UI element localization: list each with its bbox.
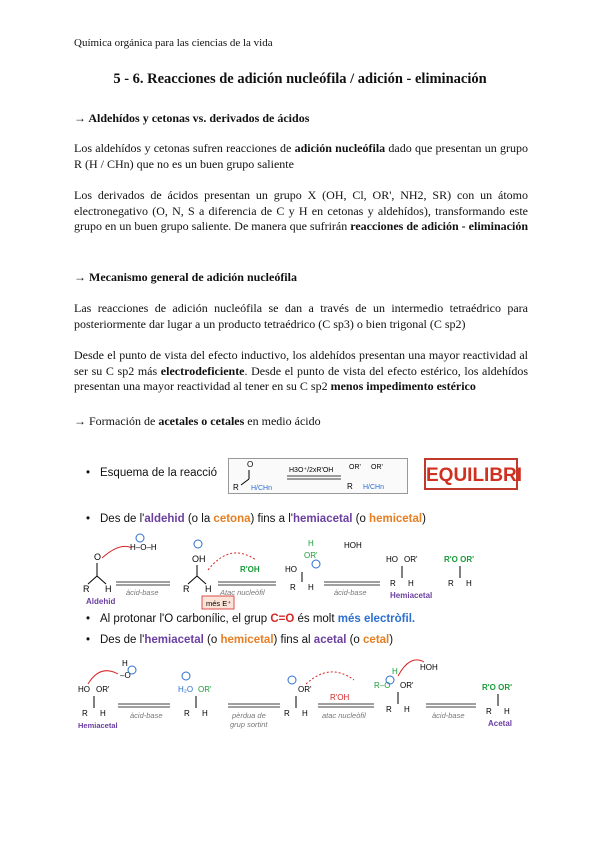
label-atac: atac nucleòfil bbox=[322, 711, 366, 720]
paragraph-addition bbox=[74, 141, 528, 172]
bullet-dot: • bbox=[86, 613, 91, 625]
text: (o bbox=[203, 634, 221, 646]
slide-bullet-scheme bbox=[86, 467, 217, 479]
atom-r-o: R–O bbox=[374, 681, 391, 690]
bond bbox=[188, 576, 197, 584]
mechanism-row-1 bbox=[80, 532, 520, 612]
paragraph-acid-derivatives bbox=[74, 188, 528, 235]
text: ) fins al bbox=[273, 634, 314, 646]
label-perdua: pèrdua de bbox=[232, 711, 266, 720]
atom-h: H bbox=[202, 709, 208, 718]
scheme-r: R bbox=[233, 483, 239, 492]
atom-r: R bbox=[448, 579, 454, 588]
curved-arrow bbox=[306, 672, 354, 684]
paragraph-reactivity bbox=[74, 348, 528, 395]
label-acid-base: àcid-base bbox=[334, 588, 367, 597]
scheme-carbonyl-o: O bbox=[247, 460, 254, 469]
bullet-dot: • bbox=[86, 467, 91, 479]
atom-r: R bbox=[184, 709, 190, 718]
atom-h: H bbox=[466, 579, 472, 588]
bullet-dot: • bbox=[86, 513, 91, 525]
label-aldehid: Aldehid bbox=[86, 597, 116, 606]
bond bbox=[197, 576, 206, 584]
label-rOH: R'OH bbox=[240, 565, 260, 574]
atom-o: –O bbox=[120, 671, 131, 680]
atom-r: R bbox=[486, 707, 492, 716]
text: → Formación de bbox=[74, 414, 159, 428]
atom-product: R'O OR' bbox=[482, 683, 513, 692]
scheme-product-or2: OR' bbox=[371, 464, 383, 471]
label-acetal: Acetal bbox=[488, 719, 513, 728]
plus-charge-icon bbox=[288, 676, 296, 684]
aldehyde-o: O bbox=[94, 552, 102, 562]
label-acid-base: àcid-base bbox=[432, 711, 465, 720]
atom-h: H bbox=[105, 584, 112, 594]
bullet-dot: • bbox=[86, 634, 91, 646]
slide-bullet-aldehyde-to-hemiacetal bbox=[86, 513, 426, 525]
section-heading-aldehydes: → Aldehídos y cetonas vs. derivados de ácidos bbox=[74, 111, 310, 125]
atom-or: OR' bbox=[400, 681, 414, 690]
atom-h: H bbox=[392, 667, 398, 676]
text: (o la bbox=[184, 513, 214, 525]
reaction-scheme-box bbox=[228, 458, 408, 494]
term-c-o: C=O bbox=[270, 613, 295, 625]
atom-or: OR' bbox=[304, 551, 318, 560]
section-heading-acetals bbox=[74, 414, 321, 429]
label-hoh: HOH bbox=[344, 541, 362, 550]
mechanism-row-2 bbox=[74, 650, 524, 740]
atom-r: R bbox=[183, 584, 190, 594]
atom-h: H bbox=[302, 709, 308, 718]
bold-term: reacciones de adición - eliminación bbox=[350, 219, 529, 233]
text: Los derivados de ácidos presentan un grupo X (OH, Cl, OR', NH2, SR) con un átomo electronegativo (O, N, S a diferencia de C y H en cetonas y aldehídos), transformando este grupo en un buen grupo saliente. De manera que sufrirán bbox=[74, 188, 528, 233]
term-hemiacetal: hemiacetal bbox=[292, 513, 353, 525]
atom-r: R bbox=[284, 709, 290, 718]
term-aldehid: aldehid bbox=[144, 513, 185, 525]
text: . Desde el punto de vista del efecto estérico, los aldehídos presentan una mayor reactividad al tener en su C sp2 bbox=[74, 363, 528, 393]
atom-h: H bbox=[100, 709, 106, 718]
atom-h: H bbox=[408, 579, 414, 588]
atom-h2o: H₂O bbox=[178, 685, 194, 694]
bond bbox=[88, 576, 97, 584]
atom-product: R'O OR' bbox=[444, 555, 475, 564]
scheme-bond bbox=[241, 479, 249, 485]
atom-h: H bbox=[308, 539, 314, 548]
text: Desde el punto de vista del efecto inductivo, los aldehídos presentan una mayor reactividad al ser su C sp2 más bbox=[74, 348, 528, 378]
text: Des de l' bbox=[100, 634, 145, 646]
atom-r: R bbox=[390, 579, 396, 588]
atom-h: H bbox=[504, 707, 510, 716]
plus-charge-icon bbox=[182, 672, 190, 680]
bold-term: menos impedimento estérico bbox=[330, 379, 476, 393]
text: és molt bbox=[294, 613, 338, 625]
term-cetal: cetal bbox=[363, 634, 390, 646]
plus-charge-icon bbox=[128, 666, 136, 674]
atom-h: H bbox=[122, 659, 128, 668]
label-hoh: HOH bbox=[420, 663, 438, 672]
term-hemicetal: hemicetal bbox=[220, 634, 274, 646]
slide-bullet-hemiacetal-to-acetal bbox=[86, 634, 393, 646]
bold-term: adición nucleófila bbox=[294, 141, 386, 155]
atom-ho: HO bbox=[78, 685, 90, 694]
atom-h: H bbox=[308, 583, 314, 592]
reaction-scheme-drawing bbox=[229, 459, 407, 493]
paragraph-intermediate: Las reacciones de adición nucleófila se dan a través de un intermedio tetraédrico para posteriormente dar lugar a un producto tetraédrico (C sp3) o bien trigonal (C sp2) bbox=[74, 301, 528, 331]
section-heading-mechanism: → Mecanismo general de adición nucleófila bbox=[74, 270, 297, 284]
term-hemicetal: hemicetal bbox=[369, 513, 423, 525]
curved-arrow bbox=[102, 546, 132, 558]
atom-r: R bbox=[290, 583, 296, 592]
atom-ho: HO bbox=[285, 565, 297, 574]
term-acetal: acetal bbox=[313, 634, 347, 646]
text: (o bbox=[346, 634, 364, 646]
text: Los aldehídos y cetonas sufren reacciones de bbox=[74, 141, 295, 155]
text: ) bbox=[389, 634, 394, 646]
atom-h: H bbox=[205, 584, 212, 594]
plus-charge-icon bbox=[194, 540, 202, 548]
plus-charge-icon bbox=[312, 560, 320, 568]
atom-ho: HO bbox=[386, 555, 398, 564]
label-grup-sortint: grup sortint bbox=[230, 720, 268, 729]
running-header: Química orgánica para las ciencias de la vida bbox=[74, 37, 273, 49]
curved-arrow bbox=[88, 671, 118, 684]
text: dado que presentan un grupo R (H / CHn) que no es un buen grupo saliente bbox=[74, 141, 528, 171]
atom-r: R bbox=[82, 709, 88, 718]
bold-term: electrodeficiente bbox=[160, 363, 245, 378]
label-hemiacetal: Hemiacetal bbox=[390, 591, 433, 600]
label-rOH: R'OH bbox=[330, 693, 350, 702]
text: (o bbox=[352, 513, 370, 525]
scheme-product-or: OR' bbox=[349, 464, 361, 471]
term-cetona: cetona bbox=[213, 513, 251, 525]
bond bbox=[97, 576, 106, 584]
atom-h: H bbox=[404, 705, 410, 714]
plus-charge-icon bbox=[136, 534, 144, 542]
label-acid-base: àcid-base bbox=[130, 711, 163, 720]
hydronium: H–O–H bbox=[130, 543, 157, 552]
scheme-product-r: R bbox=[347, 482, 353, 491]
atom-oh: OH bbox=[192, 554, 206, 564]
label-acid-base: àcid-base bbox=[126, 588, 159, 597]
text: en medio ácido bbox=[244, 414, 321, 428]
page-title: 5 - 6. Reacciones de adición nucleófila / adición - eliminación bbox=[113, 71, 487, 87]
term-electrophile: més electròfil. bbox=[337, 613, 416, 625]
atom-or: OR' bbox=[96, 685, 110, 694]
scheme-product-h: H/CHn bbox=[363, 484, 385, 491]
bold-term: acetales o cetales bbox=[158, 414, 245, 428]
atom-or: OR' bbox=[198, 685, 212, 694]
slide-bullet-protonation bbox=[86, 613, 415, 625]
atom-or: OR' bbox=[298, 685, 312, 694]
atom-r: R bbox=[386, 705, 392, 714]
label-mes-e: més E⁺ bbox=[206, 599, 232, 608]
atom-r: R bbox=[83, 584, 90, 594]
term-hemiacetal: hemiacetal bbox=[144, 634, 204, 646]
text: Al protonar l'O carbonílic, el grup bbox=[100, 613, 271, 625]
text: ) fins a l' bbox=[250, 513, 293, 525]
text: Esquema de la reacció bbox=[100, 467, 217, 479]
scheme-h-chn: H/CHn bbox=[251, 485, 273, 492]
label-atac: Atac nucleòfil bbox=[220, 588, 265, 597]
label-hemiacetal: Hemiacetal bbox=[78, 721, 118, 730]
text: Des de l' bbox=[100, 513, 145, 525]
atom-or: OR' bbox=[404, 555, 418, 564]
text: ) bbox=[422, 513, 426, 525]
equilibri-badge: EQUILIBRI bbox=[424, 458, 518, 490]
scheme-reagent: H3O⁺/2xR'OH bbox=[289, 467, 334, 474]
